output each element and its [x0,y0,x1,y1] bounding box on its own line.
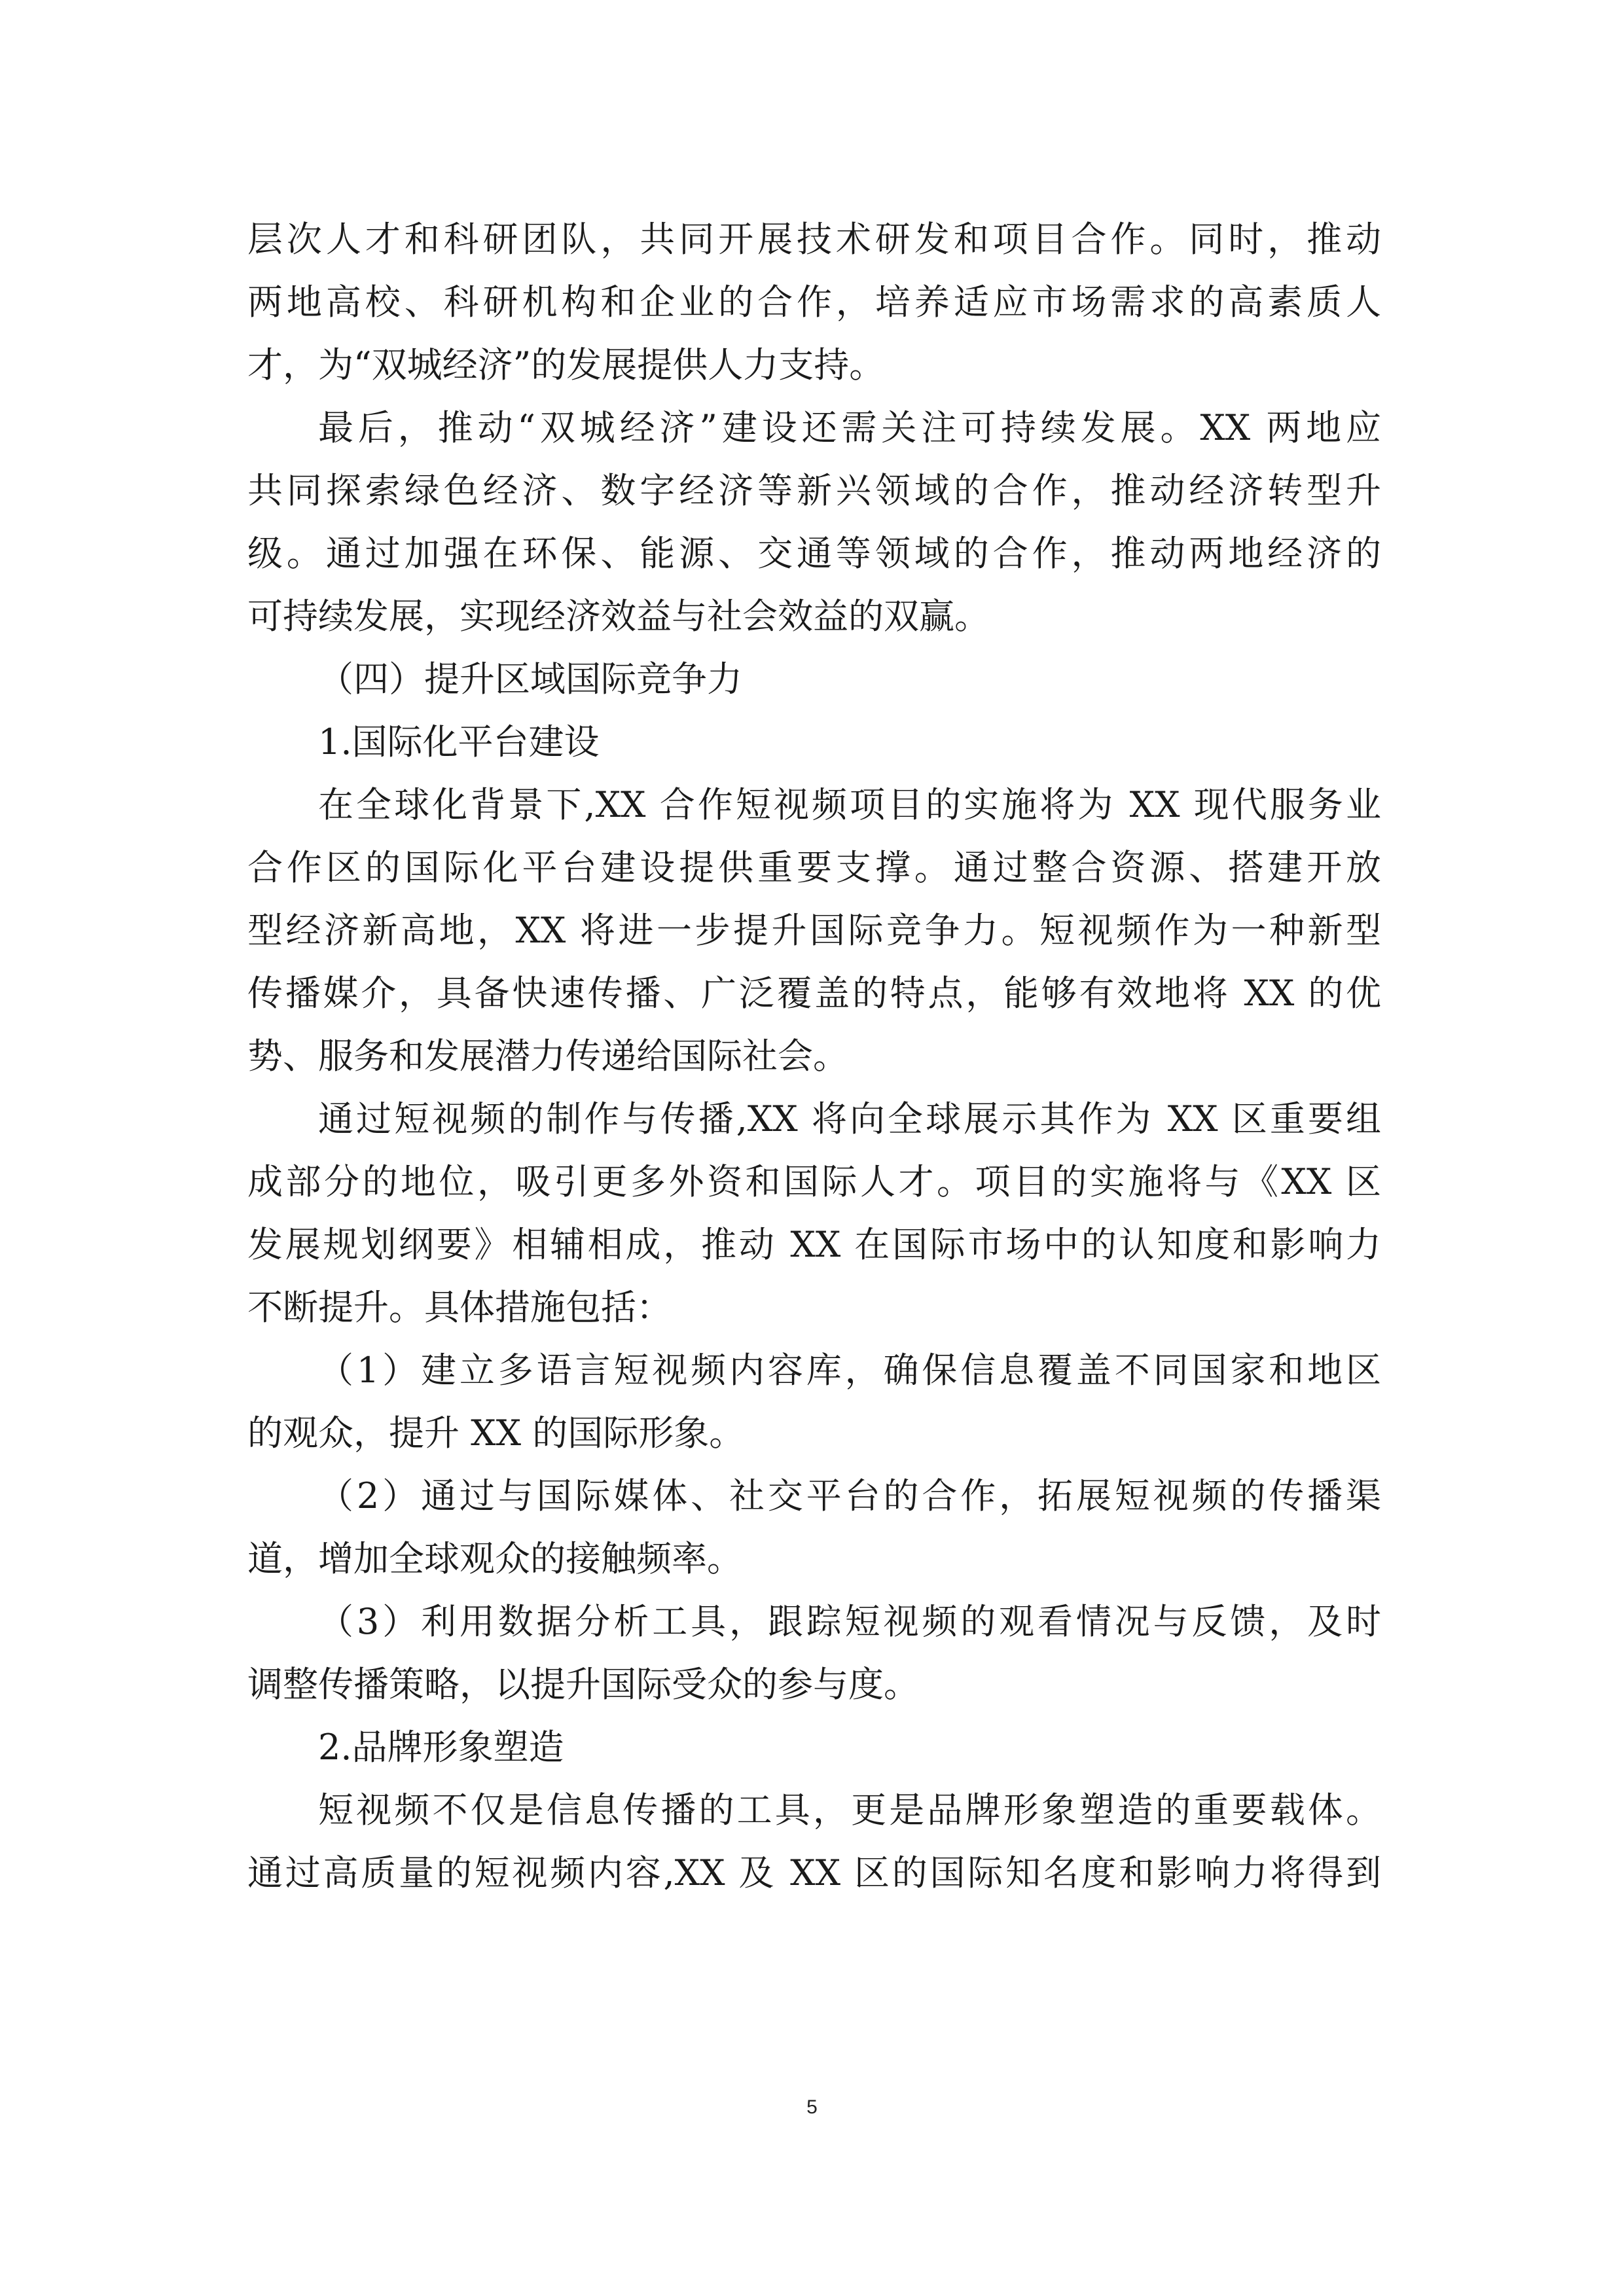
text-line: 才，为“双城经济”的发展提供人力支持。 [247,344,885,386]
text-line: 发展规划纲要》相辅相成，推动 XX 在国际市场中的认知度和影响力 [247,1224,1381,1265]
text-line: （3）利用数据分析工具，跟踪短视频的观看情况与反馈，及时 [318,1601,1381,1642]
text-line: （2）通过与国际媒体、社交平台的合作，拓展短视频的传播渠 [318,1475,1381,1516]
text-line: （四）提升区域国际竞争力 [318,658,742,700]
text-line: 通过高质量的短视频内容,XX 及 XX 区的国际知名度和影响力将得到 [247,1852,1381,1893]
text-line: （1）建立多语言短视频内容库，确保信息覆盖不同国家和地区 [318,1350,1381,1391]
text-line: 短视频不仅是信息传播的工具，更是品牌形象塑造的重要载体。 [318,1789,1381,1831]
text-line: 不断提升。具体措施包括： [247,1287,672,1328]
text-line: 两地高校、科研机构和企业的合作，培养适应市场需求的高素质人 [247,281,1381,323]
page-number: 5 [806,2096,818,2118]
text-line: 的观众，提升 XX 的国际形象。 [247,1412,745,1454]
text-line: 2.品牌形象塑造 [318,1727,564,1768]
text-line: 在全球化背景下,XX 合作短视频项目的实施将为 XX 现代服务业 [318,784,1381,825]
text-line: 势、服务和发展潜力传递给国际社会。 [247,1035,848,1077]
body-text [247,208,1381,1905]
text-line: 1.国际化平台建设 [318,721,600,762]
text-line: 型经济新高地，XX 将进一步提升国际竞争力。短视频作为一种新型 [247,910,1381,951]
text-line: 通过短视频的制作与传播,XX 将向全球展示其作为 XX 区重要组 [318,1098,1381,1139]
text-line: 可持续发展，实现经济效益与社会效益的双赢。 [247,596,990,637]
text-line: 级。通过加强在环保、能源、交通等领域的合作，推动两地经济的 [247,533,1381,574]
text-line: 调整传播策略，以提升国际受众的参与度。 [247,1664,919,1705]
text-line: 传播媒介，具备快速传播、广泛覆盖的特点，能够有效地将 XX 的优 [247,973,1381,1014]
text-line: 合作区的国际化平台建设提供重要支撑。通过整合资源、搭建开放 [247,847,1381,888]
text-line: 道，增加全球观众的接触频率。 [247,1538,742,1579]
text-line: 最后，推动“双城经济”建设还需关注可持续发展。XX 两地应 [318,407,1381,448]
text-line: 层次人才和科研团队，共同开展技术研发和项目合作。同时，推动 [247,219,1381,260]
text-line: 共同探索绿色经济、数字经济等新兴领域的合作，推动经济转型升 [247,470,1381,511]
text-line: 成部分的地位，吸引更多外资和国际人才。项目的实施将与《XX 区 [247,1161,1381,1202]
